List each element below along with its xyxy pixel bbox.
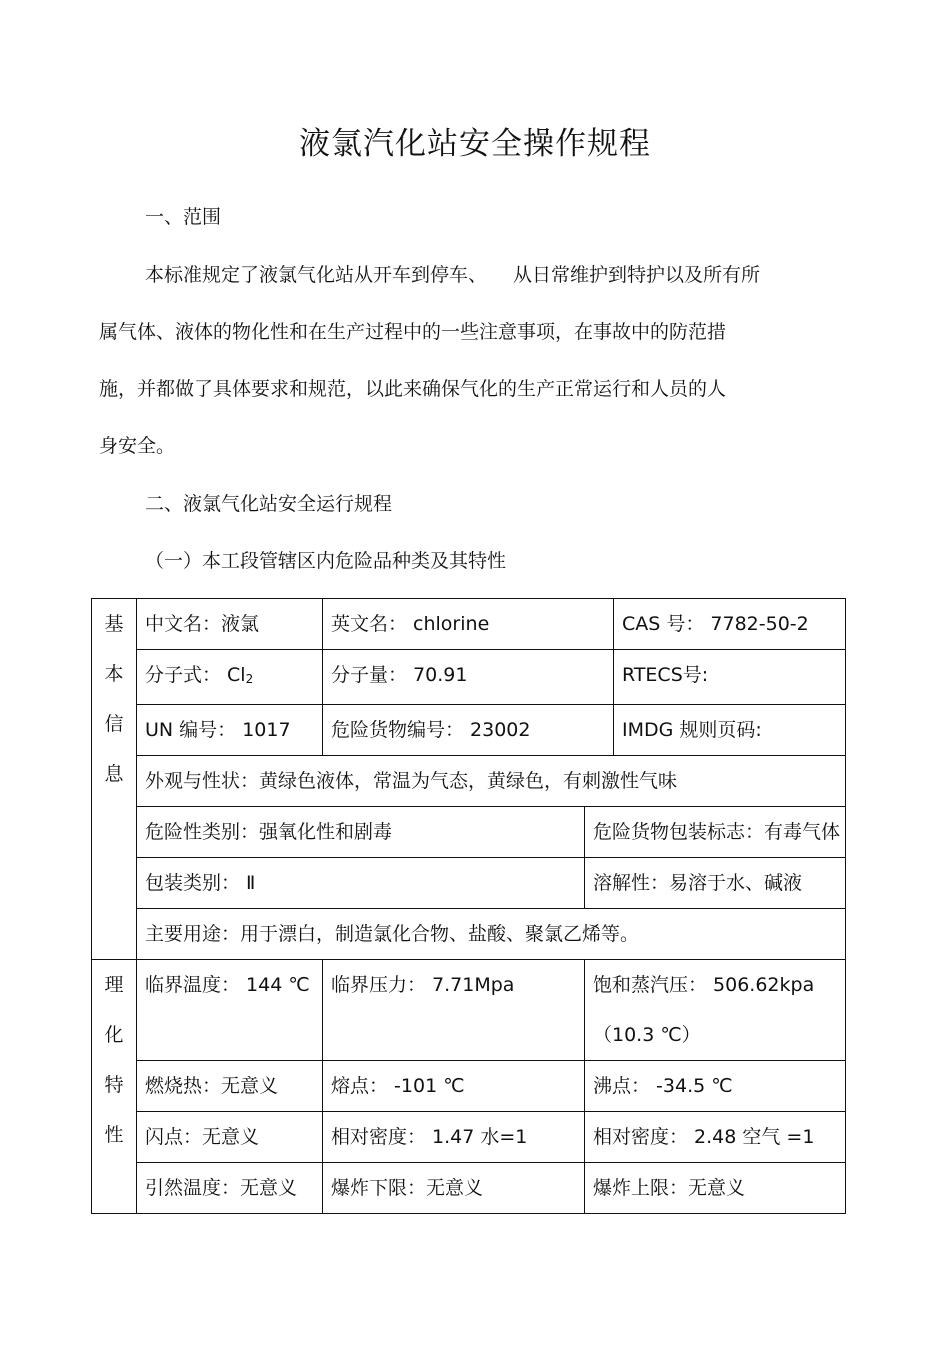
table-row: [92, 705, 846, 756]
section-heading-safety: 二、液氯气化站安全运行规程: [145, 493, 393, 515]
table-row: [92, 909, 846, 960]
lower-explosion-limit-cell: 爆炸下限：无意义: [323, 1163, 585, 1214]
un-number-cell: UN 编号： 1017: [137, 705, 323, 756]
combustion-heat-cell: 燃烧热：无意义: [137, 1061, 323, 1112]
molecular-weight-cell: 分子量： 70.91: [323, 650, 614, 705]
side-char: 化: [104, 1024, 124, 1046]
saturated-vapor-cell: [585, 960, 846, 1061]
boiling-point-cell: 沸点： -34.5 ℃: [585, 1061, 846, 1112]
table-row: [92, 858, 846, 909]
saturated-vapor-line-1: 饱和蒸汽压： 506.62kpa: [593, 974, 815, 996]
paragraph-line-4: 身安全。: [99, 435, 176, 457]
package-class-cell: 包装类别： Ⅱ: [137, 858, 585, 909]
section-heading-scope: 一、范围: [145, 206, 222, 228]
cn-name-cell: 中文名：液氯: [137, 599, 323, 650]
ignition-temp-cell: 引然温度：无意义: [137, 1163, 323, 1214]
table-row: [92, 1112, 846, 1163]
formula-text: 分子式： Cl: [145, 664, 246, 686]
side-char: 性: [104, 1124, 124, 1146]
table-row: [92, 1163, 846, 1214]
solubility-cell: 溶解性：易溶于水、碱液: [585, 858, 846, 909]
en-name-cell: 英文名： chlorine: [323, 599, 614, 650]
critical-pressure-cell: 临界压力： 7.71Mpa: [323, 960, 585, 1061]
hazard-class-cell: 危险性类别：强氧化性和剧毒: [137, 807, 585, 858]
appearance-cell: 外观与性状：黄绿色液体，常温为气态，黄绿色，有刺激性气味: [137, 756, 846, 807]
table-row: [92, 756, 846, 807]
table-row: [92, 599, 846, 650]
side-char: 基: [104, 613, 124, 635]
formula-cell: [137, 650, 323, 705]
side-char: 息: [104, 763, 124, 785]
melting-point-cell: 熔点： -101 ℃: [323, 1061, 585, 1112]
table-row: [92, 960, 846, 1061]
flash-point-cell: 闪点：无意义: [137, 1112, 323, 1163]
side-char: 本: [104, 663, 124, 685]
side-char: 特: [104, 1074, 124, 1096]
subsection-heading: （一）本工段管辖区内危险品种类及其特性: [145, 550, 507, 572]
critical-temp-cell: 临界温度： 144 ℃: [137, 960, 323, 1061]
page-title: 液氯汽化站安全操作规程: [299, 126, 651, 162]
rtecs-cell: RTECS号:: [614, 650, 846, 705]
chemical-info-table: [91, 598, 846, 1214]
table-row: [92, 1061, 846, 1112]
dangerous-goods-number-cell: 危险货物编号： 23002: [323, 705, 614, 756]
saturated-vapor-line-2: （10.3 ℃）: [593, 1024, 701, 1046]
package-mark-cell: 危险货物包装标志：有毒气体: [585, 807, 846, 858]
table-row: [92, 807, 846, 858]
side-char: 理: [104, 974, 124, 996]
paragraph-line-1: [145, 260, 760, 287]
paragraph-line-3: 施，并都做了具体要求和规范，以此来确保气化的生产正常运行和人员的人: [99, 378, 727, 400]
upper-explosion-limit-cell: 爆炸上限：无意义: [585, 1163, 846, 1214]
cas-cell: CAS 号： 7782-50-2: [614, 599, 846, 650]
relative-density-air-cell: 相对密度： 2.48 空气 =1: [585, 1112, 846, 1163]
side-char: 信: [104, 713, 124, 735]
paragraph-line-2: 属气体、液体的物化性和在生产过程中的一些注意事项，在事故中的防范措: [99, 321, 727, 343]
side-label-physical: [92, 960, 137, 1214]
table-row: [92, 650, 846, 705]
relative-density-water-cell: 相对密度： 1.47 水=1: [323, 1112, 585, 1163]
side-label-basic-info: [92, 599, 137, 960]
imdg-cell: IMDG 规则页码:: [614, 705, 846, 756]
paragraph-line-1b: 从日常维护到特护以及所有所: [513, 264, 761, 286]
usage-cell: 主要用途：用于漂白，制造氯化合物、盐酸、聚氯乙烯等。: [137, 909, 846, 960]
paragraph-line-1a: 本标准规定了液氯气化站从开车到停车、: [145, 264, 488, 286]
formula-subscript: 2: [245, 672, 254, 686]
